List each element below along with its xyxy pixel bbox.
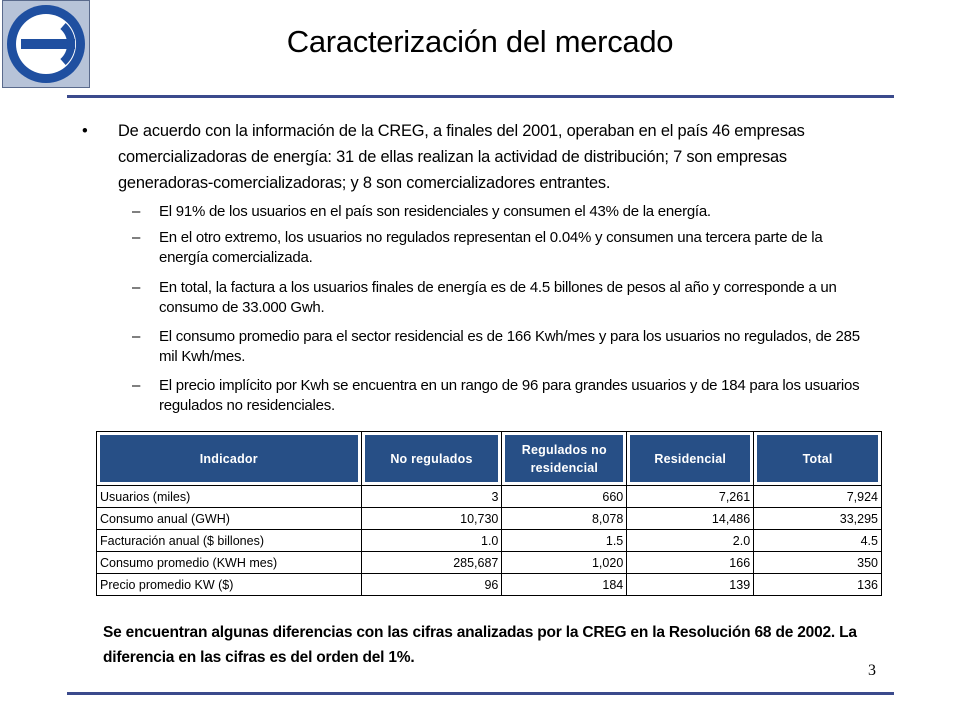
sub-bullet-text: El 91% de los usuarios en el país son residenciales y consumen el 43% de la energía. xyxy=(159,203,711,220)
main-bullet-text: De acuerdo con la información de la CREG, a finales del 2001, operaban en el país 46 empresas comercializadoras de energía: 31 de ellas realizan la actividad de distribución; 7 son empresas generadoras-comercializadoras; y 8 son comercializadores entrantes. xyxy=(118,122,805,192)
table-row xyxy=(97,508,882,530)
table-cell: 14,486 xyxy=(627,508,754,530)
dash-marker: – xyxy=(132,377,141,394)
header-cell: No regulados xyxy=(361,432,502,486)
row-label: Precio promedio KW ($) xyxy=(97,574,362,596)
sub-bullet-text: En el otro extremo, los usuarios no regulados representan el 0.04% y consumen una tercera parte de la energía comercializada. xyxy=(159,229,823,266)
market-table xyxy=(96,431,882,596)
table-cell: 8,078 xyxy=(502,508,627,530)
dash-marker: – xyxy=(132,203,141,220)
header-cell: Regulados no residencial xyxy=(502,432,627,486)
header-cell: Residencial xyxy=(627,432,754,486)
table-cell: 166 xyxy=(627,552,754,574)
table-cell: 285,687 xyxy=(361,552,502,574)
table-cell: 96 xyxy=(361,574,502,596)
bullet-marker: • xyxy=(82,122,88,140)
table-cell: 33,295 xyxy=(754,508,882,530)
page-title: Caracterización del mercado xyxy=(286,24,674,59)
table-cell: 1.0 xyxy=(361,530,502,552)
table-cell: 7,924 xyxy=(754,486,882,508)
sub-bullet-text: En total, la factura a los usuarios finales de energía es de 4.5 billones de pesos al año y corresponde a un consumo de 33.000 Gwh. xyxy=(159,279,837,316)
page-number: 3 xyxy=(868,662,876,679)
table-row xyxy=(97,486,882,508)
header-cell: Indicador xyxy=(97,432,362,486)
sub-bullet-text: El precio implícito por Kwh se encuentra en un rango de 96 para grandes usuarios y de 184 para los usuarios regulados no residenciales. xyxy=(159,377,860,414)
title-divider xyxy=(67,95,894,98)
table-cell: 2.0 xyxy=(627,530,754,552)
table-row xyxy=(97,530,882,552)
row-label: Consumo anual (GWH) xyxy=(97,508,362,530)
footer-divider xyxy=(67,692,894,695)
footnote: Se encuentran algunas diferencias con las cifras analizadas por la CREG en la Resolución 68 de 2002. La diferencia en las cifras es del orden del 1%. xyxy=(103,624,857,666)
table-header-row xyxy=(97,432,882,486)
row-label: Facturación anual ($ billones) xyxy=(97,530,362,552)
table-row xyxy=(97,574,882,596)
dash-marker: – xyxy=(132,279,141,296)
table-cell: 350 xyxy=(754,552,882,574)
table-cell: 1,020 xyxy=(502,552,627,574)
row-label: Usuarios (miles) xyxy=(97,486,362,508)
header-cell: Total xyxy=(754,432,882,486)
table-cell: 184 xyxy=(502,574,627,596)
dash-marker: – xyxy=(132,229,141,246)
table-cell: 660 xyxy=(502,486,627,508)
table-cell: 139 xyxy=(627,574,754,596)
table-cell: 4.5 xyxy=(754,530,882,552)
table-cell: 1.5 xyxy=(502,530,627,552)
table-cell: 10,730 xyxy=(361,508,502,530)
table-cell: 7,261 xyxy=(627,486,754,508)
row-label: Consumo promedio (KWH mes) xyxy=(97,552,362,574)
dash-marker: – xyxy=(132,328,141,345)
sub-bullet-text: El consumo promedio para el sector residencial es de 166 Kwh/mes y para los usuarios no regulados, de 285 mil Kwh/mes. xyxy=(159,328,860,365)
table-cell: 136 xyxy=(754,574,882,596)
table-row xyxy=(97,552,882,574)
table-cell: 3 xyxy=(361,486,502,508)
